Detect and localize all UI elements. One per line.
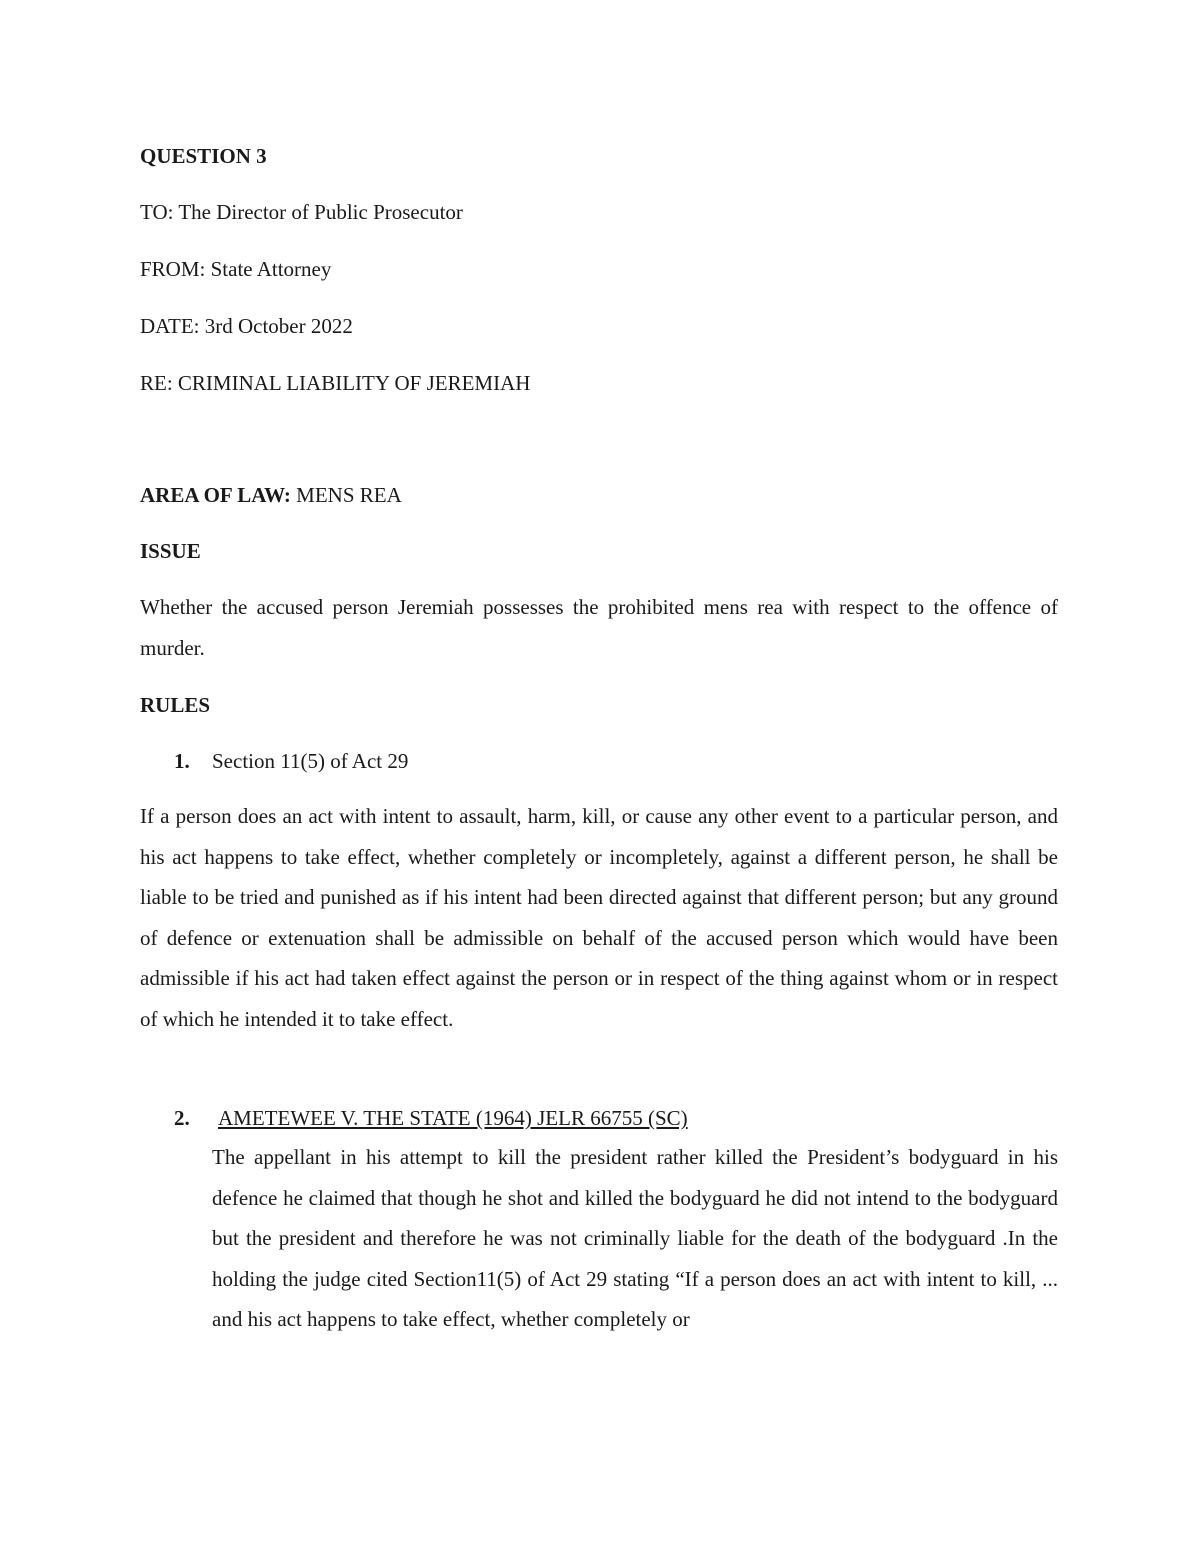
rule-1-text: If a person does an act with intent to assault, harm, kill, or cause any other event to a particular person, and his act happens to take effect, whether completely or incompletely, against a different person, he shall be liable to be tried and punished as if his intent had been directed against that different person; but any ground of defence or extenuation shall be admissible on behalf of the accused person which would have been admissible if his act had taken effect against the person or in respect of the thing against whom or in respect of which he intended it to take effect. <box>140 804 1058 1031</box>
rule-1-number: 1. <box>174 749 190 773</box>
case-citation-title: AMETEWEE V. THE STATE (1964) JELR 66755 (SC) <box>218 1106 688 1130</box>
rule-2-number: 2. <box>174 1106 190 1130</box>
memo-to: TO: The Director of Public Prosecutor <box>140 200 463 224</box>
issue-heading: ISSUE <box>140 539 201 563</box>
memo-re: RE: CRIMINAL LIABILITY OF JEREMIAH <box>140 371 531 395</box>
area-of-law <box>140 482 402 508</box>
rules-heading: RULES <box>140 693 211 717</box>
issue-text: Whether the accused person Jeremiah possesses the prohibited mens rea with respect to the offence of murder. <box>140 595 1058 660</box>
area-of-law-label: AREA OF LAW: <box>140 483 291 507</box>
memo-date: DATE: 3rd October 2022 <box>140 314 353 338</box>
rule-2-text: The appellant in his attempt to kill the president rather killed the President’s bodyguard in his defence he claimed that though he shot and killed the bodyguard he did not intend to the bodyguard but the president and therefore he was not criminally liable for the death of the bodyguard .In the holding the judge cited Section11(5) of Act 29 stating “If a person does an act with intent to kill, ... and his act happens to take effect, whether completely or <box>212 1145 1058 1331</box>
rule-1-title: Section 11(5) of Act 29 <box>212 749 409 773</box>
question-heading: QUESTION 3 <box>140 144 267 168</box>
memo-from: FROM: State Attorney <box>140 257 332 281</box>
area-of-law-value: MENS REA <box>296 483 402 507</box>
